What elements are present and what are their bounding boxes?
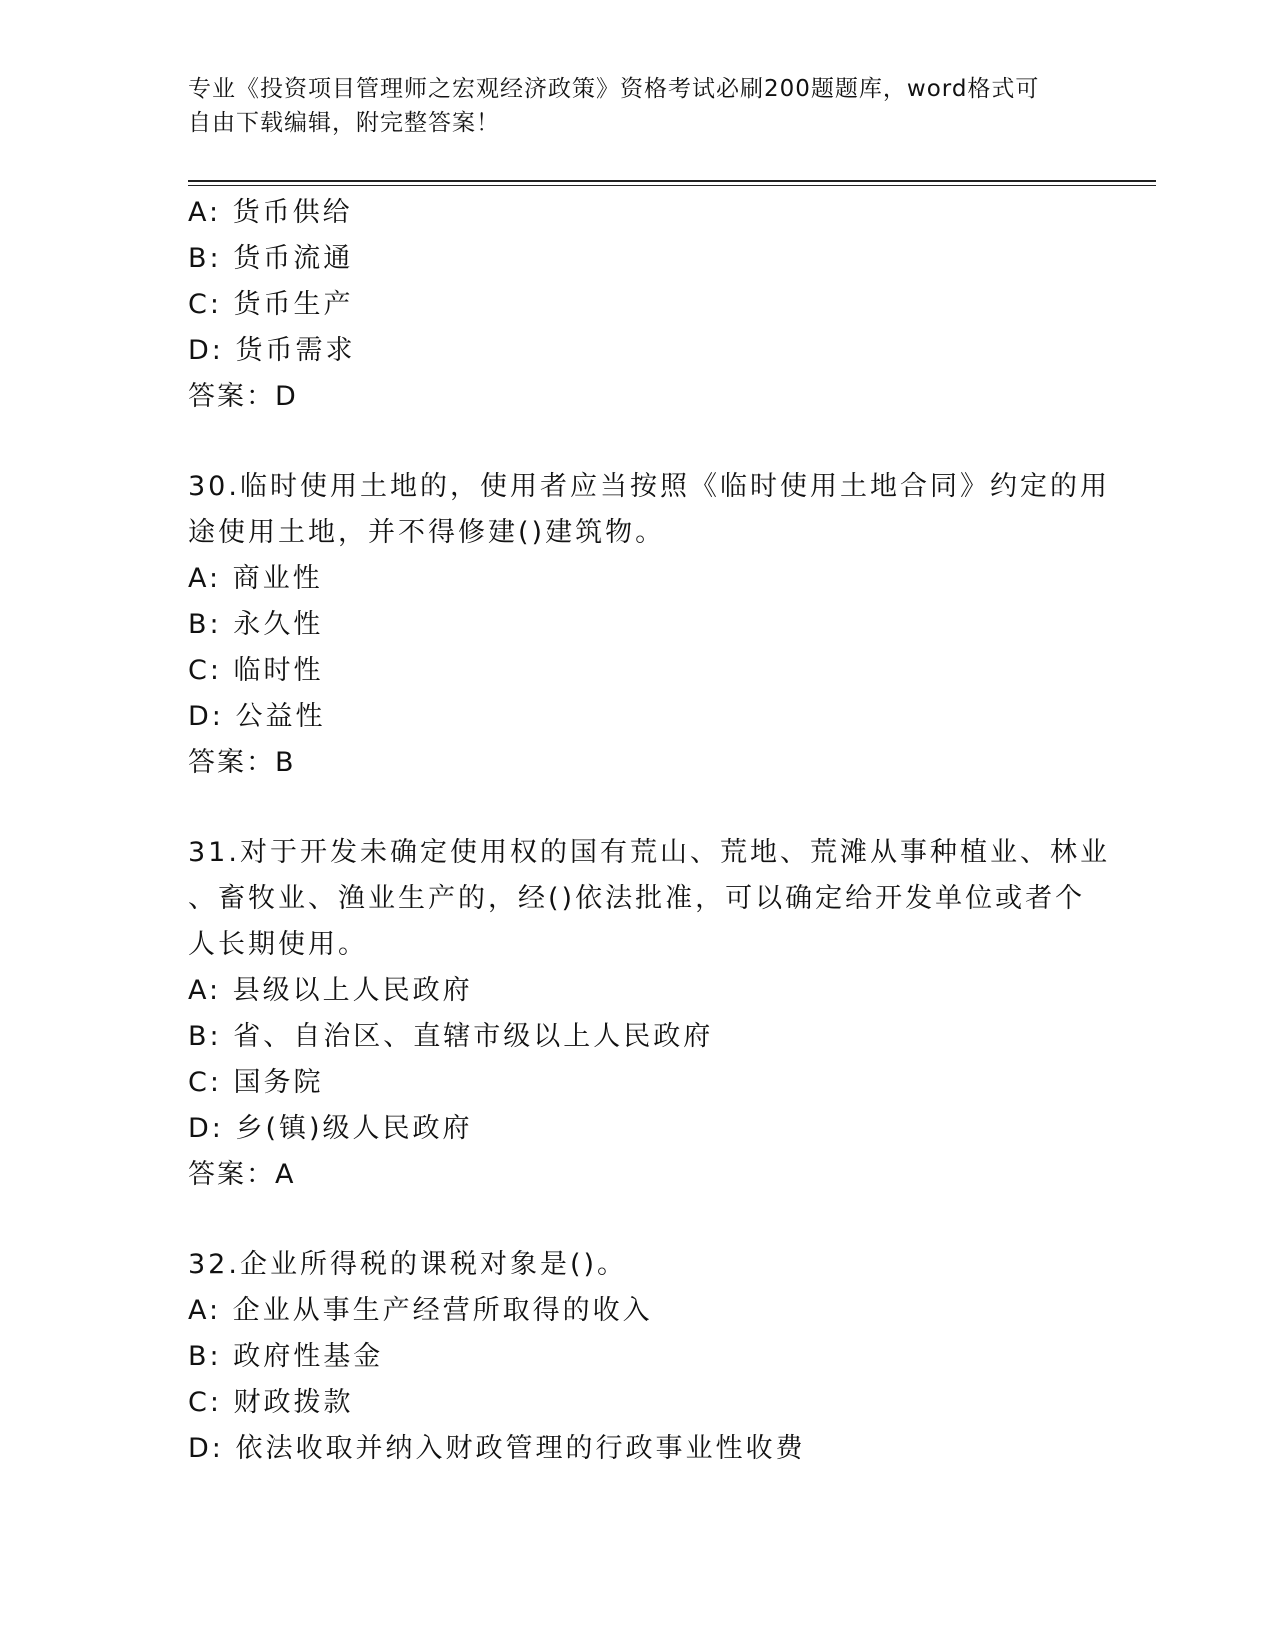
question-stem-line: 32.企业所得税的课税对象是()。 — [188, 1249, 628, 1280]
question-29 — [188, 190, 1088, 420]
question-list — [188, 190, 1110, 1472]
answer-line: 答案：D — [188, 381, 298, 412]
option-b: B: 永久性 — [188, 609, 324, 640]
option-b: B: 货币流通 — [188, 243, 354, 274]
spacer — [188, 786, 1088, 830]
spacer — [188, 1198, 1088, 1242]
option-a: A: 县级以上人民政府 — [188, 975, 473, 1006]
option-b: B: 政府性基金 — [188, 1341, 384, 1372]
option-d: D: 依法收取并纳入财政管理的行政事业性收费 — [188, 1433, 806, 1464]
option-d: D: 乡(镇)级人民政府 — [188, 1113, 473, 1144]
header-line-2: 自由下载编辑，附完整答案！ — [188, 110, 500, 136]
option-b: B: 省、自治区、直辖市级以上人民政府 — [188, 1021, 714, 1052]
question-32 — [188, 1242, 1088, 1472]
spacer — [188, 420, 1088, 464]
option-c: C: 国务院 — [188, 1067, 324, 1098]
option-c: C: 财政拨款 — [188, 1387, 354, 1418]
document-header — [188, 72, 1068, 140]
question-stem-line: 人长期使用。 — [188, 929, 368, 960]
question-stem-line: 途使用土地，并不得修建()建筑物。 — [188, 517, 666, 548]
option-c: C: 货币生产 — [188, 289, 354, 320]
answer-line: 答案：B — [188, 747, 296, 778]
option-c: C: 临时性 — [188, 655, 324, 686]
header-line-1: 专业《投资项目管理师之宏观经济政策》资格考试必刷200题题库，word格式可 — [188, 76, 1040, 102]
header-divider-thick — [188, 180, 1156, 182]
option-a: A: 货币供给 — [188, 197, 353, 228]
question-30 — [188, 464, 1110, 786]
option-a: A: 商业性 — [188, 563, 323, 594]
option-d: D: 货币需求 — [188, 335, 356, 366]
question-stem-line: 31.对于开发未确定使用权的国有荒山、荒地、荒滩从事种植业、林业 — [188, 837, 1110, 868]
question-31 — [188, 830, 1110, 1198]
header-divider-thin — [188, 185, 1156, 186]
option-d: D: 公益性 — [188, 701, 326, 732]
option-a: A: 企业从事生产经营所取得的收入 — [188, 1295, 653, 1326]
question-stem-line: 30.临时使用土地的，使用者应当按照《临时使用土地合同》约定的用 — [188, 471, 1110, 502]
question-stem-line: 、畜牧业、渔业生产的，经()依法批准，可以确定给开发单位或者个 — [188, 883, 1086, 914]
answer-line: 答案：A — [188, 1159, 296, 1190]
